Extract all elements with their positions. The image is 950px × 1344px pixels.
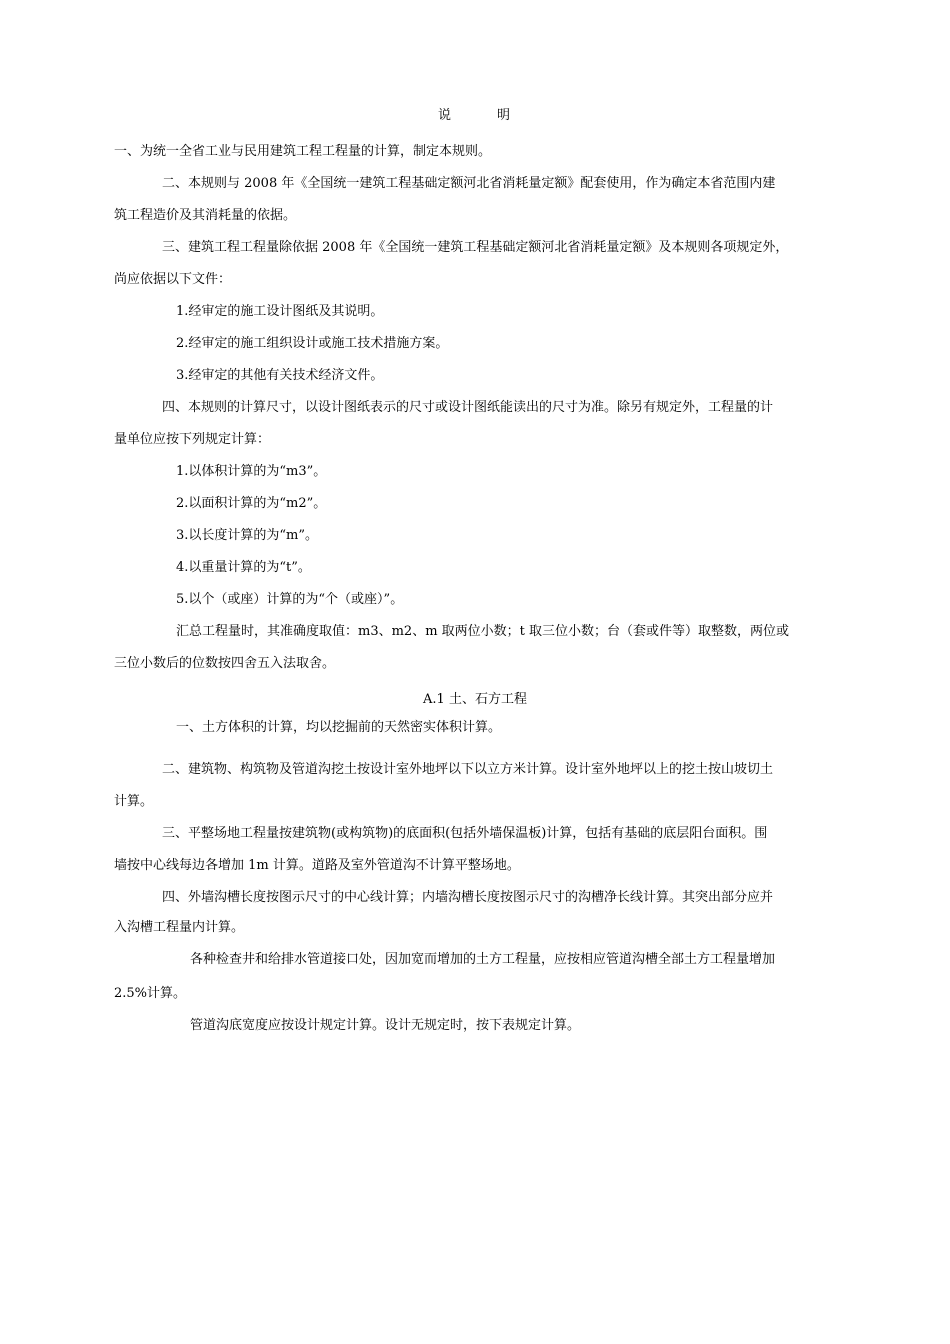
document-item-2: 2.经审定的施工组织设计或施工技术措施方案。	[176, 336, 449, 351]
page-title	[0, 104, 950, 123]
paragraph-4-line-2: 量单位应按下列规定计算：	[114, 432, 271, 447]
unit-item-5: 5.以个（或座）计算的为“个（或座）”。	[176, 592, 404, 607]
unit-item-4: 4.以重量计算的为“t”。	[176, 560, 311, 575]
rule-3-line-2: 墙按中心线每边各增加 1m 计算。道路及室外管道沟不计算平整场地。	[114, 858, 520, 873]
paragraph-5-line-2: 三位小数后的位数按四舍五入法取舍。	[114, 656, 336, 671]
section-heading-a1: A.1 土、石方工程	[423, 692, 527, 707]
unit-item-3: 3.以长度计算的为“m”。	[176, 528, 319, 543]
title-char-2: 明	[497, 108, 513, 123]
paragraph-3-line-2: 尚应依据以下文件：	[114, 272, 232, 287]
document-item-3: 3.经审定的其他有关技术经济文件。	[176, 368, 384, 383]
rule-2-line-2: 计算。	[114, 794, 154, 809]
rule-6: 管道沟底宽度应按设计规定计算。设计无规定时，按下表规定计算。	[190, 1018, 581, 1033]
rule-1: 一、土方体积的计算，均以挖掘前的天然密实体积计算。	[176, 720, 502, 735]
unit-item-2: 2.以面积计算的为“m2”。	[176, 496, 327, 511]
paragraph-5-line-1: 汇总工程量时，其准确度取值：m3、m2、m 取两位小数；t 取三位小数；台（套或件等）取整数，两位或	[176, 624, 790, 639]
paragraph-2-line-2: 筑工程造价及其消耗量的依据。	[114, 208, 297, 223]
paragraph-2-line-1: 二、本规则与 2008 年《全国统一建筑工程基础定额河北省消耗量定额》配套使用，作为确定本省范围内建	[162, 176, 776, 191]
unit-item-1: 1.以体积计算的为“m3”。	[176, 464, 327, 479]
rule-5-line-2: 2.5%计算。	[114, 986, 187, 1001]
rule-2-line-1: 二、建筑物、构筑物及管道沟挖土按设计室外地坪以下以立方米计算。设计室外地坪以上的挖土按山坡切土	[162, 762, 774, 777]
rule-3-line-1: 三、平整场地工程量按建筑物(或构筑物)的底面积(包括外墙保温板)计算，包括有基础的底层阳台面积。围	[162, 826, 768, 841]
paragraph-1: 一、为统一全省工业与民用建筑工程工程量的计算，制定本规则。	[114, 144, 492, 159]
paragraph-3-line-1: 三、建筑工程工程量除依据 2008 年《全国统一建筑工程基础定额河北省消耗量定额》及本规则各项规定外，	[162, 240, 789, 255]
title-char-1: 说	[437, 108, 453, 123]
rule-4-line-2: 入沟槽工程量内计算。	[114, 920, 245, 935]
paragraph-4-line-1: 四、本规则的计算尺寸，以设计图纸表示的尺寸或设计图纸能读出的尺寸为准。除另有规定外，工程量的计	[162, 400, 774, 415]
rule-5-line-1: 各种检查井和给排水管道接口处，因加宽而增加的土方工程量，应按相应管道沟槽全部土方工程量增加	[190, 952, 776, 967]
rule-4-line-1: 四、外墙沟槽长度按图示尺寸的中心线计算；内墙沟槽长度按图示尺寸的沟槽净长线计算。其突出部分应并	[162, 890, 774, 905]
document-item-1: 1.经审定的施工设计图纸及其说明。	[176, 304, 384, 319]
